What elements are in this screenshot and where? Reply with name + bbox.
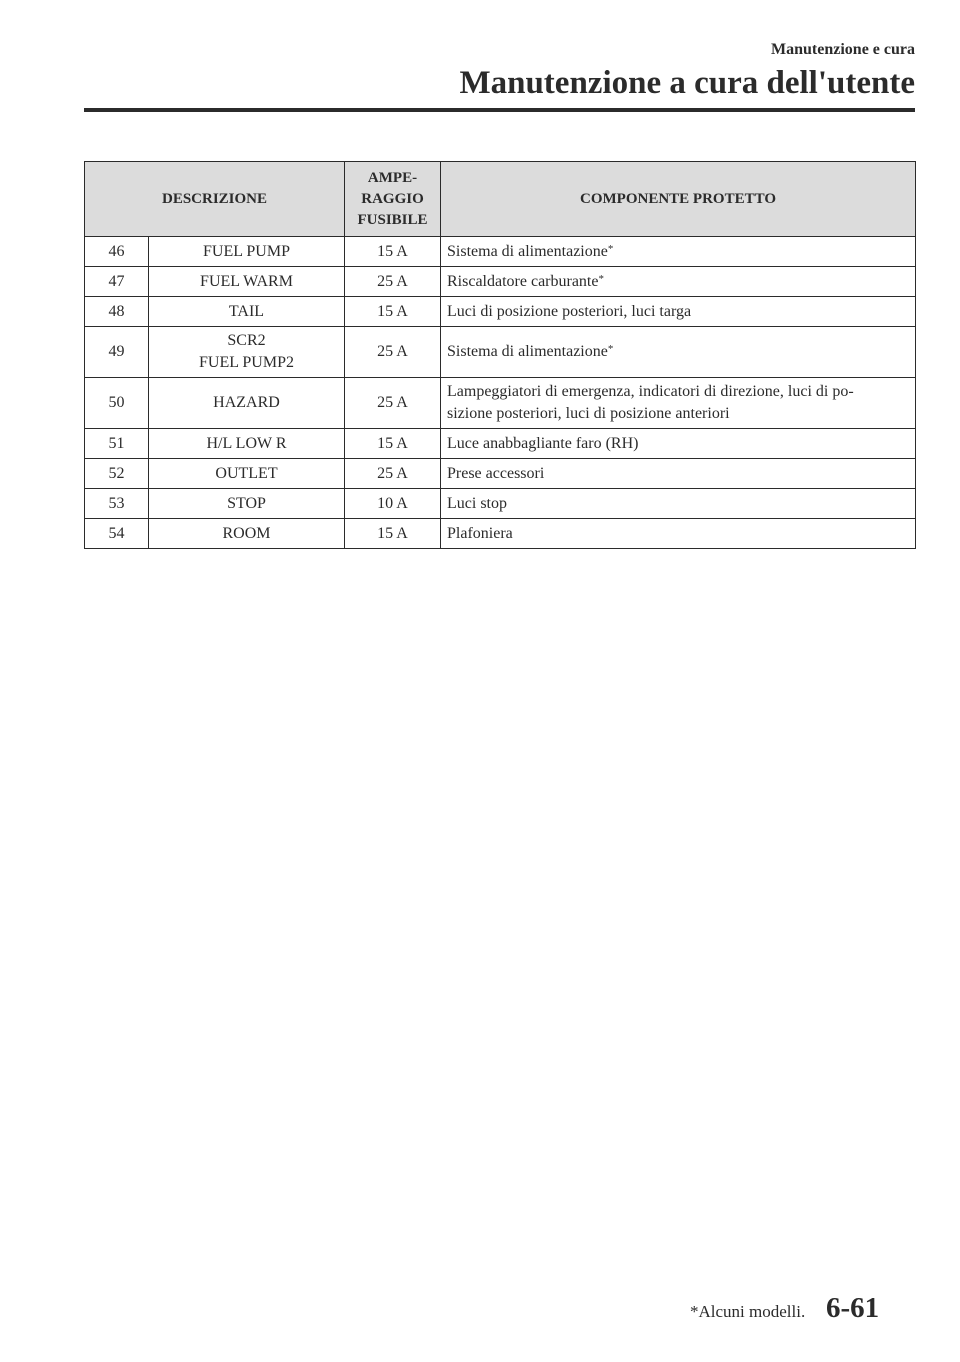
table-row <box>85 489 916 519</box>
fuse-description <box>149 489 345 519</box>
fuse-description <box>149 237 345 267</box>
fuse-description-line: FUEL PUMP <box>203 242 290 260</box>
fuse-description <box>149 459 345 489</box>
protected-component-line: Plafoniera <box>447 524 513 542</box>
header-description: DESCRIZIONE <box>85 162 345 237</box>
footnote: *Alcuni modelli. <box>690 1302 806 1321</box>
header-rule <box>84 108 915 112</box>
page-number: 6-61 <box>826 1292 880 1324</box>
fuse-description <box>149 327 345 378</box>
protected-component <box>441 459 916 489</box>
header-amperage-line: FUSIBILE <box>357 211 428 228</box>
fuse-number: 53 <box>85 489 149 519</box>
fuse-amperage: 10 A <box>345 489 441 519</box>
protected-component-line: Sistema di alimentazione <box>447 242 608 260</box>
header-amperage <box>345 162 441 237</box>
fuse-description-line: HAZARD <box>213 394 280 411</box>
footnote-asterisk: * <box>598 272 604 285</box>
fuse-description <box>149 378 345 429</box>
table-row <box>85 519 916 549</box>
fuse-amperage: 15 A <box>345 237 441 267</box>
fuse-number: 52 <box>85 459 149 489</box>
footnote-asterisk: * <box>607 242 614 255</box>
fuse-description-line: ROOM <box>222 524 271 542</box>
table-row <box>85 327 916 378</box>
protected-component-line: Lampeggiatori di emergenza, indicatori di direzione, luci di po- <box>447 383 854 400</box>
fuse-description-line: STOP <box>227 494 266 512</box>
fuse-number: 47 <box>85 267 149 297</box>
fuse-amperage: 25 A <box>345 327 441 378</box>
table-row <box>85 459 916 489</box>
fuse-number: 50 <box>85 378 149 429</box>
fuse-number: 49 <box>85 327 149 378</box>
protected-component-line: Prese accessori <box>447 464 545 482</box>
protected-component-line: sizione posteriori, luci di posizione anteriori <box>447 405 730 422</box>
protected-component-line: Riscaldatore carburante <box>447 272 599 290</box>
protected-component-line: Luce anabbagliante faro (RH) <box>447 434 639 452</box>
protected-component <box>441 237 916 267</box>
fuse-amperage: 15 A <box>345 297 441 327</box>
table-row <box>85 297 916 327</box>
fuse-description-line: TAIL <box>228 302 265 320</box>
fuse-amperage: 25 A <box>345 378 441 429</box>
protected-component <box>441 267 916 297</box>
fuse-description-line: SCR2 <box>227 332 266 349</box>
table-row <box>85 429 916 459</box>
protected-component-line: Sistema di alimentazione <box>447 343 608 360</box>
table-row <box>85 237 916 267</box>
table-row <box>85 267 916 297</box>
fuse-amperage: 15 A <box>345 519 441 549</box>
fuse-number: 51 <box>85 429 149 459</box>
fuse-description <box>149 267 345 297</box>
table-row <box>85 378 916 429</box>
page-title: Manutenzione a cura dell'utente <box>459 65 915 101</box>
fuse-description <box>149 429 345 459</box>
header-amperage-line: AMPE- <box>367 169 418 186</box>
fuse-description-line: H/L LOW R <box>206 434 287 452</box>
fuse-number: 46 <box>85 237 149 267</box>
protected-component <box>441 297 916 327</box>
fuse-amperage: 25 A <box>345 267 441 297</box>
fuse-number: 48 <box>85 297 149 327</box>
fuse-amperage: 25 A <box>345 459 441 489</box>
fuse-number: 54 <box>85 519 149 549</box>
protected-component <box>441 378 916 429</box>
fuse-description-line: FUEL PUMP2 <box>199 354 294 371</box>
protected-component <box>441 327 916 378</box>
fuse-description <box>149 519 345 549</box>
fuse-amperage: 15 A <box>345 429 441 459</box>
protected-component <box>441 489 916 519</box>
protected-component <box>441 429 916 459</box>
protected-component <box>441 519 916 549</box>
table-header-row <box>85 162 916 237</box>
header-component: COMPONENTE PROTETTO <box>441 162 916 237</box>
page-header <box>84 40 915 103</box>
fuse-description-line: FUEL WARM <box>200 272 293 290</box>
protected-component-line: Luci di posizione posteriori, luci targa <box>447 302 692 320</box>
fuse-table-body <box>85 237 916 549</box>
footnote-asterisk: * <box>607 343 614 355</box>
fuse-description-line: OUTLET <box>215 464 278 482</box>
fuse-table <box>84 161 916 549</box>
fuse-description <box>149 297 345 327</box>
header-amperage-line: RAGGIO <box>361 190 424 207</box>
section-name: Manutenzione e cura <box>771 41 915 58</box>
protected-component-line: Luci stop <box>447 494 507 512</box>
